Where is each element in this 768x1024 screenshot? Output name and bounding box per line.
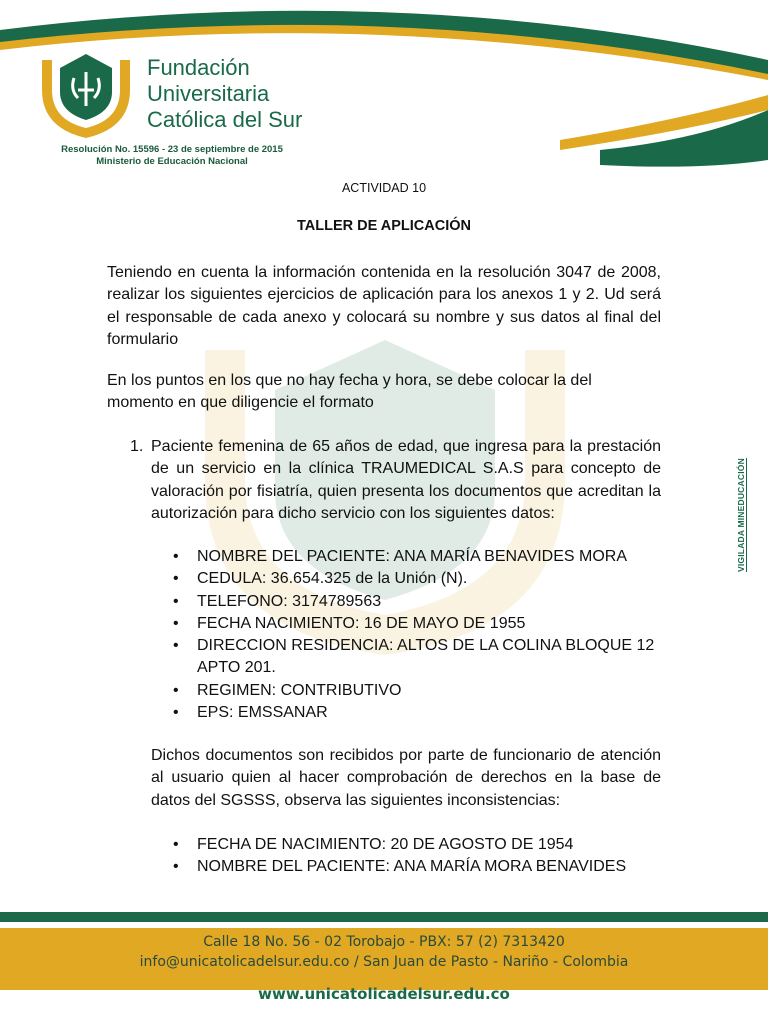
intro-paragraph: Teniendo en cuenta la información contenida en la resolución 3047 de 2008, realizar los siguientes ejercicios de aplicación para los anexos 1 y 2. Ud será el responsable de cada anexo y colocará su nombre y sus datos al final del formulario (107, 264, 661, 348)
item-text: Paciente femenina de 65 años de edad, que ingresa para la prestación de un servicio en la clínica TRAUMEDICAL S.A.S para concepto de valoración por fisiatría, quien presenta los documentos que acreditan la autorización para dicho servicio con los siguientes datos: (151, 438, 661, 522)
ministry-line: Ministerio de Educación Nacional (96, 156, 248, 167)
list-item: • REGIMEN: CONTRIBUTIVO (173, 680, 663, 702)
list-item: • TELEFONO: 3174789563 (173, 591, 663, 613)
list-item: • NOMBRE DEL PACIENTE: ANA MARÍA MORA BENAVIDES (173, 856, 663, 878)
footer-website[interactable]: www.unicatolicadelsur.edu.co (258, 985, 510, 1003)
document-title: TALLER DE APLICACIÓN (297, 218, 471, 234)
list-item: • FECHA NACIMIENTO: 16 DE MAYO DE 1955 (173, 613, 663, 635)
list-item: • NOMBRE DEL PACIENTE: ANA MARÍA BENAVIDES MORA (173, 546, 663, 568)
vigilada-text: VIGILADA MINEDUCACIÓN (736, 458, 746, 572)
organization-name (147, 55, 302, 133)
org-name-line: Católica del Sur (147, 107, 303, 132)
org-name-line: Fundación (147, 55, 250, 80)
item-number: 1. (130, 438, 144, 455)
activity-label: ACTIVIDAD 10 (341, 181, 427, 195)
resolution-info (52, 144, 292, 168)
university-logo (38, 50, 134, 140)
patient-data-list (173, 546, 663, 724)
resolution-line: Resolución No. 15596 - 23 de septiembre de 2015 (61, 144, 283, 155)
followup-paragraph: Dichos documentos son recibidos por parte de funcionario de atención al usuario quien al hacer comprobación de derechos en la base de datos del SGSSS, observa las siguientes inconsistencias: (151, 747, 661, 809)
list-item: • CEDULA: 36.654.325 de la Unión (N). (173, 568, 663, 590)
list-item: • EPS: EMSSANAR (173, 702, 663, 724)
list-item: • FECHA DE NACIMIENTO: 20 DE AGOSTO DE 1954 (173, 834, 663, 856)
vigilada-label (730, 450, 754, 580)
footer-contact: info@unicatolicadelsur.edu.co / San Juan de Pasto - Nariño - Colombia (139, 954, 629, 970)
list-item: • DIRECCION RESIDENCIA: ALTOS DE LA COLINA BLOQUE 12 APTO 201. (173, 635, 663, 680)
note-paragraph: En los puntos en los que no hay fecha y hora, se debe colocar la del momento en que diligencie el formato (107, 372, 592, 412)
inconsistencies-list (173, 834, 663, 879)
footer-address: Calle 18 No. 56 - 02 Torobajo - PBX: 57 (2) 7313420 (203, 934, 565, 950)
org-name-line: Universitaria (147, 81, 270, 106)
